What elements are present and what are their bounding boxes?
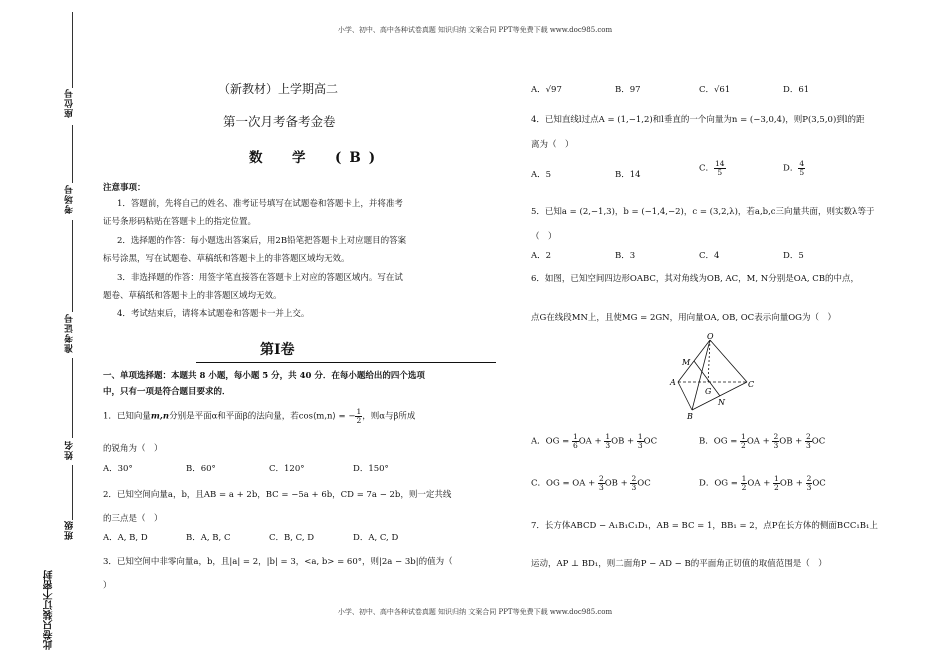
q2-option-c[interactable]: C．B, C, D bbox=[269, 533, 315, 543]
q3-option-d[interactable]: D．61 bbox=[783, 85, 810, 95]
q7-stem: 7．长方体ABCD − A₁B₁C₁D₁，AB = BC = 1，BB₁ = 2，点P在长方体的侧面BCC₁B₁上 bbox=[531, 521, 878, 531]
q3-stem: ） bbox=[103, 581, 112, 591]
figure-label-c: C bbox=[748, 380, 755, 389]
figure-label-b: B bbox=[687, 412, 693, 421]
q1-stem: 的锐角为（ ） bbox=[103, 444, 163, 454]
q6-option-c[interactable]: C．OG = OA + $\frac{2}{3}$ OB + $\frac{2}{3}$ OC bbox=[531, 474, 651, 492]
section-title: 第Ⅰ卷 bbox=[260, 342, 295, 358]
q4-option-d[interactable]: D． $\frac{4}{5}$ bbox=[783, 159, 805, 177]
part1-heading: 中，只有一项是符合题目要求的． bbox=[103, 387, 231, 397]
notice-item: 证号条形码粘贴在答题卡上的指定位置。 bbox=[103, 217, 257, 227]
strip-line bbox=[72, 125, 73, 183]
q5-option-b[interactable]: B．3 bbox=[615, 251, 636, 261]
q2-option-d[interactable]: D．A, C, D bbox=[353, 533, 399, 543]
q5-option-c[interactable]: C．4 bbox=[699, 251, 720, 261]
q3-option-a[interactable]: A．√97 bbox=[531, 85, 562, 95]
q1-option-a[interactable]: A．30° bbox=[103, 464, 133, 474]
tetrahedron-figure bbox=[668, 332, 758, 422]
notice-item: 1．答题前，先将自己的姓名、准考证号填写在试题卷和答题卡上，并将准考 bbox=[117, 199, 403, 209]
q6-option-b[interactable]: B．OG = $\frac{1}{2}$ OA + $\frac{2}{3}$ OB + $\frac{2}{3}$ OC bbox=[699, 432, 826, 450]
title-line1: （新教材）上学期高二 bbox=[218, 82, 339, 96]
figure-label-g: G bbox=[705, 387, 712, 396]
strip-line bbox=[72, 358, 73, 438]
q6-option-d[interactable]: D．OG = $\frac{1}{2}$ OA + $\frac{1}{2}$ OB + $\frac{2}{3}$ OC bbox=[699, 474, 826, 492]
part1-heading: 一、单项选择题：本题共 8 小题，每小题 5 分，共 40 分．在每小题给出的四个选项 bbox=[103, 371, 425, 381]
q4-stem: 离为（ ） bbox=[531, 140, 574, 150]
q2-option-a[interactable]: A．A, B, D bbox=[103, 533, 148, 543]
name-label: 姓名 bbox=[65, 440, 75, 460]
figure-label-a: A bbox=[670, 378, 676, 387]
q6-stem: 点G在线段MN上，且使MG = 2GN，用向量OA, OB, OC表示向量OG为（ ） bbox=[531, 313, 836, 323]
q1-option-c[interactable]: C．120° bbox=[269, 464, 305, 474]
exam-room-label: 考场号 bbox=[65, 184, 75, 214]
q5-stem: （ ） bbox=[531, 232, 557, 242]
seat-number-label: 座位号 bbox=[65, 88, 75, 118]
q3-option-b[interactable]: B．97 bbox=[615, 85, 641, 95]
class-label: 班级 bbox=[65, 520, 75, 540]
title-line2: 第一次月考备考金卷 bbox=[223, 114, 336, 129]
strip-line bbox=[72, 465, 73, 520]
notice-item: 题卷、草稿纸和答题卡上的非答题区域均无效。 bbox=[103, 291, 282, 301]
notice-item: 2．选择题的作答：每小题选出答案后，用2B铅笔把答题卡上对应题目的答案 bbox=[117, 236, 407, 246]
q1-option-d[interactable]: D．150° bbox=[353, 464, 389, 474]
q3-stem: 3．已知空间中非零向量a，b，且|a| = 2，|b| = 3，<a, b> = 60°，则|2a − 3b|的值为（ bbox=[103, 557, 453, 567]
figure-label-m: M bbox=[682, 358, 691, 367]
notice-item: 标号涂黑，写在试题卷、草稿纸和答题卡上的非答题区域均无效。 bbox=[103, 254, 350, 264]
q4-stem: 4．已知直线l过点A = (1,−1,2)和l垂直的一个向量为n = (−3,0,4)，则P(3,5,0)到l的距 bbox=[531, 115, 865, 125]
q2-stem: 的三点是（ ） bbox=[103, 514, 163, 524]
q4-option-c[interactable]: C． $\frac{14}{5}$ bbox=[699, 159, 725, 177]
strip-line bbox=[72, 220, 73, 312]
q7-stem: 运动，AP ⊥ BD₁，则二面角P − AD − B的平面角正切值的取值范围是（ ） bbox=[531, 559, 827, 569]
q4-option-b[interactable]: B．14 bbox=[615, 170, 641, 180]
q3-option-c[interactable]: C．√61 bbox=[699, 85, 731, 95]
figure-label-o: O bbox=[707, 332, 714, 341]
page-header: 小学、初中、高中各种试卷真题 知识归纳 文案合同 PPT等免费下载 www.doc985.com bbox=[337, 26, 613, 34]
q2-stem: 2．已知空间向量a，b，且AB = a + 2b，BC = −5a + 6b，CD = 7a − 2b，则一定共线 bbox=[103, 490, 452, 500]
q6-option-a[interactable]: A．OG = $\frac{1}{6}$ OA + $\frac{1}{3}$ OB + $\frac{1}{3}$ OC bbox=[531, 432, 658, 450]
q5-option-d[interactable]: D．5 bbox=[783, 251, 804, 261]
notice-item: 4．考试结束后，请将本试题卷和答题卡一并上交。 bbox=[117, 309, 310, 319]
q5-option-a[interactable]: A．2 bbox=[531, 251, 552, 261]
strip-line bbox=[72, 12, 73, 88]
q2-option-b[interactable]: B．A, B, C bbox=[186, 533, 231, 543]
q1-stem: 1．已知向量m,n分别是平面α和平面β的法向量，若cos⟨m,n⟩ = − $\frac{1}{2}$ ，则α与β所成 bbox=[103, 407, 416, 425]
admission-number-label: 准考证号 bbox=[65, 313, 75, 353]
figure-label-n: N bbox=[718, 398, 725, 407]
notice-item: 3．非选择题的作答：用签字笔直接答在答题卡上对应的答题区域内。写在试 bbox=[117, 273, 403, 283]
section-divider bbox=[196, 362, 496, 363]
binding-note: 此卷只装订不密封 bbox=[44, 570, 55, 650]
q4-option-a[interactable]: A．5 bbox=[531, 170, 552, 180]
page-footer: 小学、初中、高中各种试卷真题 知识归纳 文案合同 PPT等免费下载 www.doc985.com bbox=[337, 608, 613, 616]
title-subject: 数 学 (B) bbox=[249, 150, 384, 166]
q6-stem: 6．如图，已知空间四边形OABC，其对角线为OB, AC，M, N分别是OA, CB的中点， bbox=[531, 274, 859, 284]
q1-option-b[interactable]: B．60° bbox=[186, 464, 216, 474]
q5-stem: 5．已知a = (2,−1,3)，b = (−1,4,−2)，c = (3,2,λ)，若a,b,c三向量共面，则实数λ等于 bbox=[531, 207, 875, 217]
notice-heading: 注意事项： bbox=[103, 183, 146, 193]
